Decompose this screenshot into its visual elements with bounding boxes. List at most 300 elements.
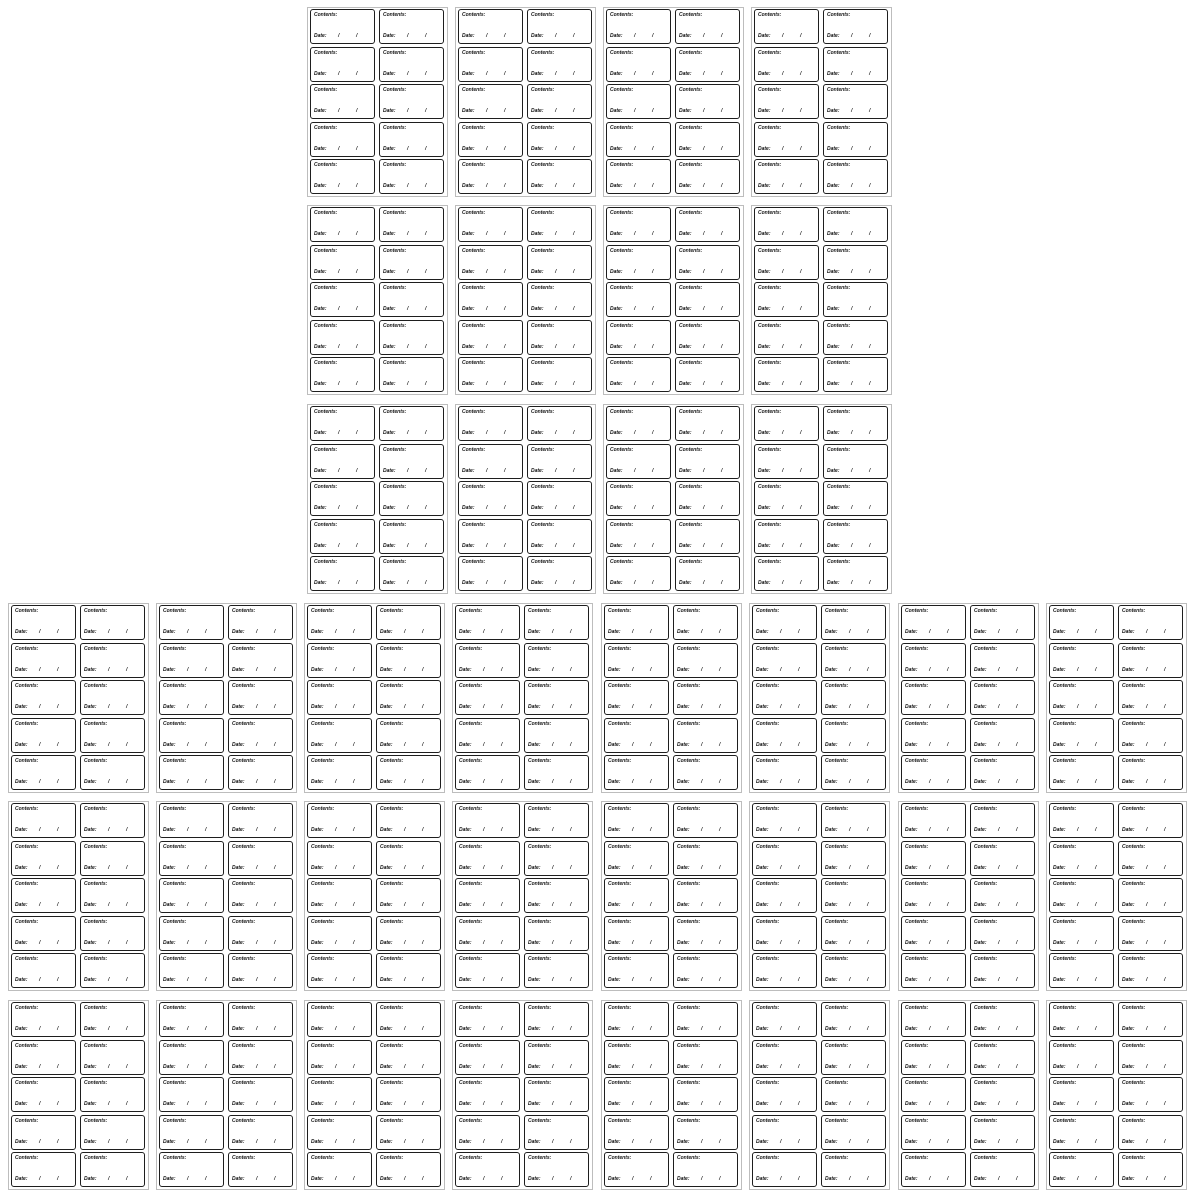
date-separator: /: [867, 741, 869, 748]
contents-label: Contents:: [1053, 806, 1077, 812]
date-separator: /: [501, 1063, 503, 1070]
date-separator: /: [800, 268, 802, 275]
date-separator: /: [486, 467, 488, 474]
date-label: Date:: [15, 1138, 28, 1145]
date-label: Date:: [462, 542, 475, 549]
date-separator: /: [1164, 1176, 1166, 1183]
contents-label: Contents:: [679, 484, 703, 491]
date-separator: /: [650, 629, 652, 635]
date-separator: /: [256, 977, 258, 984]
date-separator: /: [256, 779, 258, 786]
contents-label: Contents:: [974, 881, 998, 888]
date-separator: /: [650, 741, 652, 748]
date-label: Date:: [383, 505, 396, 512]
label-card: [673, 878, 738, 913]
date-separator: /: [1095, 1026, 1097, 1032]
label-card: [604, 953, 669, 988]
date-separator: /: [1095, 939, 1097, 946]
date-separator: /: [867, 864, 869, 871]
date-separator: /: [998, 939, 1000, 946]
label-card: [379, 556, 444, 591]
date-separator: /: [634, 381, 636, 388]
date-separator: /: [356, 231, 358, 237]
contents-label: Contents:: [827, 87, 851, 94]
date-label: Date:: [758, 231, 771, 237]
date-separator: /: [338, 108, 340, 115]
date-separator: /: [501, 704, 503, 711]
date-label: Date:: [1053, 741, 1066, 748]
date-label: Date:: [383, 467, 396, 474]
date-label: Date:: [905, 977, 918, 984]
label-card: [604, 1077, 669, 1112]
date-separator: /: [780, 629, 782, 635]
contents-label: Contents:: [1122, 843, 1146, 850]
date-label: Date:: [756, 1101, 769, 1108]
date-separator: /: [869, 183, 871, 190]
contents-label: Contents:: [758, 87, 782, 94]
date-label: Date:: [531, 183, 544, 190]
contents-label: Contents:: [15, 843, 39, 850]
date-separator: /: [256, 939, 258, 946]
date-separator: /: [338, 343, 340, 350]
contents-label: Contents:: [232, 843, 256, 850]
contents-label: Contents:: [314, 285, 338, 292]
date-separator: /: [1016, 977, 1018, 984]
label-card: [1049, 1077, 1114, 1112]
date-label: Date:: [459, 1176, 472, 1183]
contents-label: Contents:: [825, 608, 849, 614]
contents-label: Contents:: [531, 12, 555, 18]
date-label: Date:: [905, 704, 918, 711]
contents-label: Contents:: [163, 1042, 187, 1049]
date-separator: /: [486, 33, 488, 39]
label-card: [458, 357, 523, 392]
date-label: Date:: [15, 864, 28, 871]
date-label: Date:: [462, 467, 475, 474]
date-separator: /: [929, 1138, 931, 1145]
contents-label: Contents:: [677, 918, 701, 925]
date-label: Date:: [825, 704, 838, 711]
label-card: [458, 122, 523, 157]
label-card: [379, 320, 444, 355]
contents-label: Contents:: [677, 645, 701, 652]
label-card: [524, 803, 589, 838]
contents-label: Contents:: [462, 446, 486, 453]
date-label: Date:: [528, 741, 541, 748]
date-label: Date:: [677, 827, 690, 833]
date-label: Date:: [905, 1063, 918, 1070]
contents-label: Contents:: [459, 1005, 483, 1011]
date-separator: /: [1146, 827, 1148, 833]
date-separator: /: [356, 505, 358, 512]
contents-label: Contents:: [610, 409, 634, 415]
label-card: [307, 643, 372, 678]
date-label: Date:: [163, 666, 176, 673]
date-label: Date:: [610, 580, 623, 587]
label-card: [754, 519, 819, 554]
date-label: Date:: [1122, 1063, 1135, 1070]
date-label: Date:: [380, 1063, 393, 1070]
date-label: Date:: [84, 704, 97, 711]
label-card: [310, 84, 375, 119]
contents-label: Contents:: [679, 521, 703, 528]
label-card: [1049, 643, 1114, 678]
date-label: Date:: [163, 977, 176, 984]
date-label: Date:: [163, 1026, 176, 1032]
date-separator: /: [650, 666, 652, 673]
label-sheet: [898, 801, 1039, 991]
date-separator: /: [570, 827, 572, 833]
label-card: [823, 282, 888, 317]
date-separator: /: [353, 1176, 355, 1183]
contents-label: Contents:: [84, 806, 108, 812]
contents-label: Contents:: [827, 162, 851, 169]
contents-label: Contents:: [1122, 1080, 1146, 1087]
contents-label: Contents:: [677, 1005, 701, 1011]
date-separator: /: [701, 939, 703, 946]
date-separator: /: [719, 629, 721, 635]
date-label: Date:: [232, 629, 245, 635]
date-label: Date:: [383, 381, 396, 388]
date-label: Date:: [1053, 666, 1066, 673]
date-label: Date:: [528, 629, 541, 635]
date-separator: /: [486, 268, 488, 275]
date-separator: /: [1146, 902, 1148, 909]
date-separator: /: [701, 827, 703, 833]
contents-label: Contents:: [528, 1042, 552, 1049]
date-separator: /: [851, 381, 853, 388]
contents-label: Contents:: [15, 918, 39, 925]
date-separator: /: [947, 666, 949, 673]
contents-label: Contents:: [314, 247, 338, 254]
date-separator: /: [504, 580, 506, 587]
date-label: Date:: [827, 33, 840, 39]
date-label: Date:: [311, 704, 324, 711]
date-label: Date:: [610, 467, 623, 474]
date-separator: /: [929, 977, 931, 984]
date-separator: /: [205, 902, 207, 909]
contents-label: Contents:: [905, 720, 929, 727]
contents-label: Contents:: [84, 720, 108, 727]
date-separator: /: [1164, 1138, 1166, 1145]
contents-label: Contents:: [756, 918, 780, 925]
date-separator: /: [652, 343, 654, 350]
contents-label: Contents:: [1122, 608, 1146, 614]
label-card: [673, 1115, 738, 1150]
label-sheet: [751, 404, 892, 594]
date-label: Date:: [311, 629, 324, 635]
date-separator: /: [425, 542, 427, 549]
date-separator: /: [555, 145, 557, 152]
date-separator: /: [555, 231, 557, 237]
date-separator: /: [782, 343, 784, 350]
date-label: Date:: [15, 902, 28, 909]
label-card: [823, 122, 888, 157]
contents-label: Contents:: [974, 1080, 998, 1087]
date-separator: /: [338, 542, 340, 549]
date-separator: /: [404, 1063, 406, 1070]
date-label: Date:: [380, 629, 393, 635]
label-card: [752, 680, 817, 715]
label-card: [673, 755, 738, 790]
label-sheet: [1046, 603, 1187, 793]
label-card: [527, 406, 592, 441]
date-label: Date:: [608, 1026, 621, 1032]
date-label: Date:: [232, 779, 245, 786]
label-card: [752, 643, 817, 678]
date-separator: /: [256, 1026, 258, 1032]
contents-label: Contents:: [163, 683, 187, 690]
date-label: Date:: [758, 505, 771, 512]
date-label: Date:: [462, 505, 475, 512]
date-separator: /: [721, 542, 723, 549]
label-card: [376, 1002, 441, 1037]
date-separator: /: [947, 977, 949, 984]
date-label: Date:: [314, 183, 327, 190]
date-label: Date:: [758, 343, 771, 350]
contents-label: Contents:: [84, 1117, 108, 1124]
contents-label: Contents:: [459, 758, 483, 765]
label-card: [675, 245, 740, 280]
date-label: Date:: [974, 1138, 987, 1145]
date-separator: /: [800, 145, 802, 152]
contents-label: Contents:: [15, 720, 39, 727]
date-separator: /: [486, 306, 488, 313]
date-separator: /: [486, 183, 488, 190]
contents-label: Contents:: [1053, 881, 1077, 888]
label-card: [606, 282, 671, 317]
contents-label: Contents:: [677, 720, 701, 727]
label-card: [752, 1077, 817, 1112]
label-card: [754, 47, 819, 82]
label-card: [527, 84, 592, 119]
date-separator: /: [504, 268, 506, 275]
contents-label: Contents:: [756, 1117, 780, 1124]
date-separator: /: [256, 827, 258, 833]
contents-label: Contents:: [314, 521, 338, 528]
date-label: Date:: [610, 108, 623, 115]
date-separator: /: [703, 542, 705, 549]
contents-label: Contents:: [905, 843, 929, 850]
date-label: Date:: [974, 779, 987, 786]
date-separator: /: [504, 430, 506, 436]
contents-label: Contents:: [1053, 645, 1077, 652]
date-separator: /: [703, 231, 705, 237]
date-separator: /: [483, 1026, 485, 1032]
label-card: [80, 1152, 145, 1187]
label-card: [970, 1002, 1035, 1037]
date-separator: /: [800, 430, 802, 436]
date-label: Date:: [15, 666, 28, 673]
label-card: [675, 84, 740, 119]
date-label: Date:: [677, 1138, 690, 1145]
date-label: Date:: [608, 977, 621, 984]
date-label: Date:: [974, 1063, 987, 1070]
date-label: Date:: [758, 108, 771, 115]
date-separator: /: [274, 977, 276, 984]
label-card: [754, 556, 819, 591]
label-card: [606, 519, 671, 554]
label-card: [821, 803, 886, 838]
date-separator: /: [335, 1176, 337, 1183]
date-separator: /: [335, 1138, 337, 1145]
date-label: Date:: [459, 666, 472, 673]
contents-label: Contents:: [15, 1042, 39, 1049]
date-label: Date:: [679, 33, 692, 39]
date-label: Date:: [311, 1176, 324, 1183]
date-label: Date:: [163, 1063, 176, 1070]
contents-label: Contents:: [1122, 758, 1146, 765]
date-label: Date:: [380, 939, 393, 946]
date-label: Date:: [1053, 629, 1066, 635]
label-card: [159, 1077, 224, 1112]
contents-label: Contents:: [756, 881, 780, 888]
date-separator: /: [552, 1101, 554, 1108]
label-card: [970, 680, 1035, 715]
date-separator: /: [187, 939, 189, 946]
date-separator: /: [1077, 977, 1079, 984]
date-label: Date:: [825, 1138, 838, 1145]
label-sheet: [603, 205, 744, 395]
contents-label: Contents:: [232, 1042, 256, 1049]
date-label: Date:: [163, 629, 176, 635]
date-separator: /: [404, 629, 406, 635]
label-sheet: [749, 603, 890, 793]
date-separator: /: [782, 306, 784, 313]
date-separator: /: [798, 629, 800, 635]
label-card: [524, 1115, 589, 1150]
date-label: Date:: [679, 306, 692, 313]
date-separator: /: [798, 977, 800, 984]
date-label: Date:: [827, 183, 840, 190]
date-separator: /: [274, 864, 276, 871]
label-card: [228, 1152, 293, 1187]
date-label: Date:: [758, 145, 771, 152]
contents-label: Contents:: [1053, 956, 1077, 963]
label-card: [455, 803, 520, 838]
label-card: [310, 481, 375, 516]
label-card: [376, 1152, 441, 1187]
label-card: [606, 207, 671, 242]
contents-label: Contents:: [163, 881, 187, 888]
contents-label: Contents:: [462, 124, 486, 131]
date-separator: /: [1077, 1176, 1079, 1183]
date-label: Date:: [974, 704, 987, 711]
label-card: [307, 1040, 372, 1075]
date-separator: /: [552, 629, 554, 635]
label-card: [228, 643, 293, 678]
contents-label: Contents:: [756, 956, 780, 963]
date-label: Date:: [758, 542, 771, 549]
label-card: [458, 84, 523, 119]
date-separator: /: [634, 70, 636, 77]
contents-label: Contents:: [679, 322, 703, 329]
date-label: Date:: [163, 1176, 176, 1183]
contents-label: Contents:: [608, 806, 632, 812]
date-separator: /: [1095, 629, 1097, 635]
date-label: Date:: [380, 1138, 393, 1145]
date-separator: /: [800, 70, 802, 77]
date-label: Date:: [314, 505, 327, 512]
date-separator: /: [274, 1063, 276, 1070]
date-separator: /: [703, 108, 705, 115]
contents-label: Contents:: [825, 956, 849, 963]
label-card: [11, 1002, 76, 1037]
date-separator: /: [929, 827, 931, 833]
contents-label: Contents:: [383, 484, 407, 491]
contents-label: Contents:: [825, 843, 849, 850]
label-card: [379, 481, 444, 516]
label-card: [604, 755, 669, 790]
contents-label: Contents:: [163, 645, 187, 652]
label-card: [823, 357, 888, 392]
date-label: Date:: [1122, 1101, 1135, 1108]
date-separator: /: [483, 977, 485, 984]
date-label: Date:: [827, 343, 840, 350]
date-separator: /: [483, 1101, 485, 1108]
date-separator: /: [483, 779, 485, 786]
date-label: Date:: [679, 70, 692, 77]
contents-label: Contents:: [311, 1117, 335, 1124]
date-separator: /: [780, 977, 782, 984]
date-separator: /: [570, 1026, 572, 1032]
date-separator: /: [483, 1063, 485, 1070]
date-separator: /: [353, 827, 355, 833]
label-sheet: [601, 1000, 742, 1190]
label-card: [524, 1040, 589, 1075]
date-separator: /: [998, 864, 1000, 871]
label-sheet: [1046, 801, 1187, 991]
date-label: Date:: [1122, 779, 1135, 786]
date-separator: /: [780, 704, 782, 711]
contents-label: Contents:: [311, 758, 335, 765]
contents-label: Contents:: [232, 645, 256, 652]
contents-label: Contents:: [758, 409, 782, 415]
date-separator: /: [483, 704, 485, 711]
date-label: Date:: [756, 666, 769, 673]
date-separator: /: [719, 1176, 721, 1183]
date-separator: /: [721, 183, 723, 190]
date-separator: /: [205, 779, 207, 786]
date-label: Date:: [1053, 864, 1066, 871]
contents-label: Contents:: [15, 1117, 39, 1124]
contents-label: Contents:: [1053, 1042, 1077, 1049]
date-label: Date:: [311, 1138, 324, 1145]
label-card: [673, 680, 738, 715]
contents-label: Contents:: [608, 720, 632, 727]
date-separator: /: [552, 1026, 554, 1032]
label-card: [970, 841, 1035, 876]
contents-label: Contents:: [383, 446, 407, 453]
label-sheet: [1046, 1000, 1187, 1190]
label-card: [376, 878, 441, 913]
label-card: [823, 245, 888, 280]
date-label: Date:: [825, 779, 838, 786]
label-card: [310, 47, 375, 82]
date-separator: /: [703, 268, 705, 275]
contents-label: Contents:: [311, 608, 335, 614]
contents-label: Contents:: [380, 956, 404, 963]
date-separator: /: [555, 33, 557, 39]
contents-label: Contents:: [827, 210, 851, 216]
contents-label: Contents:: [827, 12, 851, 18]
contents-label: Contents:: [677, 806, 701, 812]
contents-label: Contents:: [380, 1080, 404, 1087]
date-label: Date:: [84, 902, 97, 909]
contents-label: Contents:: [677, 843, 701, 850]
date-separator: /: [780, 864, 782, 871]
date-separator: /: [721, 343, 723, 350]
